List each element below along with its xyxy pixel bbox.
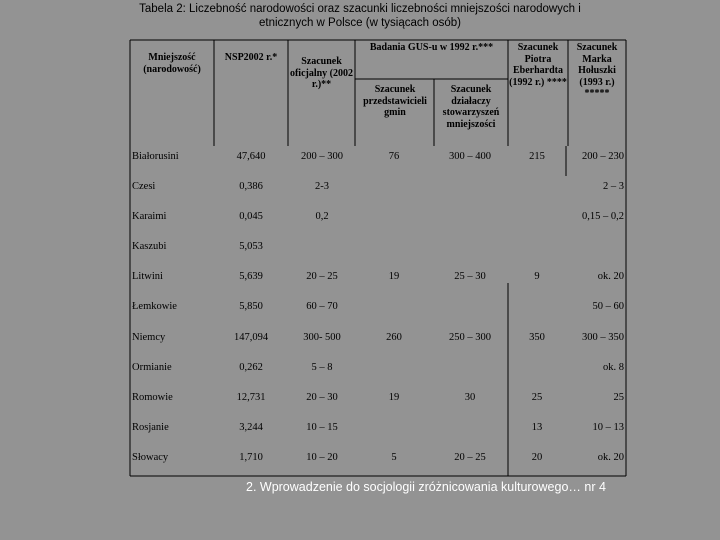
table-title-line-2: etnicznych w Polsce (w tysiącach osób) [259,17,461,29]
cell-official: 20 – 30 [306,392,338,403]
cell-nsp: 3,244 [239,422,263,433]
cell-holuzki: 10 – 13 [592,422,624,433]
cell-nsp: 0,386 [239,181,263,192]
cell-eberhardt: 13 [531,422,543,433]
cell-nsp: 5,053 [239,241,263,252]
cell-gmin: 19 [388,392,400,403]
cell-eberhardt: 215 [529,151,545,162]
cell-holuzki: 25 [613,392,624,403]
cell-official: 20 – 25 [306,271,338,282]
cell-holuzki: ok. 20 [597,452,624,463]
header-minority: Mniejszość (narodowość) [143,52,201,75]
cell-dzialacze: 250 – 300 [449,332,491,343]
cell-official: 0,2 [315,211,329,222]
header-eberhardt: Szacunek Piotra Eberhardta (1992 r.) **** [509,42,567,88]
cell-official: 60 – 70 [306,301,338,312]
header-nsp: NSP2002 r.* [224,52,278,63]
cell-holuzki: ok. 8 [603,362,624,373]
cell-holuzki: 50 – 60 [592,301,624,312]
cell-official: 5 – 8 [311,362,333,373]
cell-nsp: 147,094 [233,332,269,343]
cell-official: 10 – 20 [306,452,338,463]
cell-name: Rosjanie [132,422,169,433]
header-gus-gmin: Szacunek przedstawicieli gmin [363,84,427,118]
cell-eberhardt: 350 [529,332,545,343]
cell-dzialacze: 25 – 30 [454,271,486,282]
cell-official: 2-3 [315,181,329,192]
cell-gmin: 76 [388,151,400,162]
cell-holuzki: 0,15 – 0,2 [582,211,624,222]
cell-holuzki: 300 – 350 [582,332,624,343]
cell-holuzki: 200 – 230 [582,151,624,162]
cell-name: Ormianie [132,362,172,373]
cell-name: Białorusini [132,151,179,162]
cell-name: Romowie [132,392,173,403]
cell-holuzki: 2 – 3 [603,181,624,192]
table-title-line-1: Tabela 2: Liczebność narodowości oraz szacunki liczebności mniejszości narodowych i [139,3,581,15]
cell-gmin: 5 [391,452,397,463]
cell-gmin: 19 [388,271,400,282]
cell-eberhardt: 25 [531,392,543,403]
cell-dzialacze: 300 – 400 [449,151,491,162]
cell-nsp: 47,640 [236,151,266,162]
cell-nsp: 12,731 [236,392,266,403]
cell-name: Kaszubi [132,241,167,252]
cell-eberhardt: 20 [531,452,543,463]
cell-official: 300- 500 [303,332,341,343]
cell-official: 200 – 300 [301,151,343,162]
cell-official: 10 – 15 [306,422,338,433]
cell-name: Łemkowie [132,301,177,312]
cell-name: Litwini [132,271,163,282]
cell-name: Słowacy [132,452,169,463]
cell-eberhardt: 9 [534,271,540,282]
cell-nsp: 0,045 [239,211,263,222]
cell-gmin: 260 [386,332,402,343]
header-holuzki: Szacunek Marka Hołuszki (1993 r.) ***** [576,42,618,99]
cell-nsp: 0,262 [239,362,263,373]
cell-dzialacze: 20 – 25 [454,452,486,463]
cell-holuzki: ok. 20 [597,271,624,282]
cell-nsp: 5,639 [239,271,263,282]
footer-caption: 2. Wprowadzenie do socjologii zróżnicowania kulturowego… nr 4 [246,480,606,494]
header-gus: Badania GUS-u w 1992 r.*** [369,42,494,53]
cell-nsp: 1,710 [239,452,263,463]
cell-dzialacze: 30 [464,392,476,403]
cell-nsp: 5,850 [239,301,263,312]
cell-name: Czesi [132,181,156,192]
header-official: Szacunek oficjalny (2002 r.)** [289,56,354,90]
header-gus-dzialacze: Szacunek działaczy stowarzyszeń mniejszości [442,84,500,130]
cell-name: Niemcy [132,332,166,343]
cell-name: Karaimi [132,211,167,222]
